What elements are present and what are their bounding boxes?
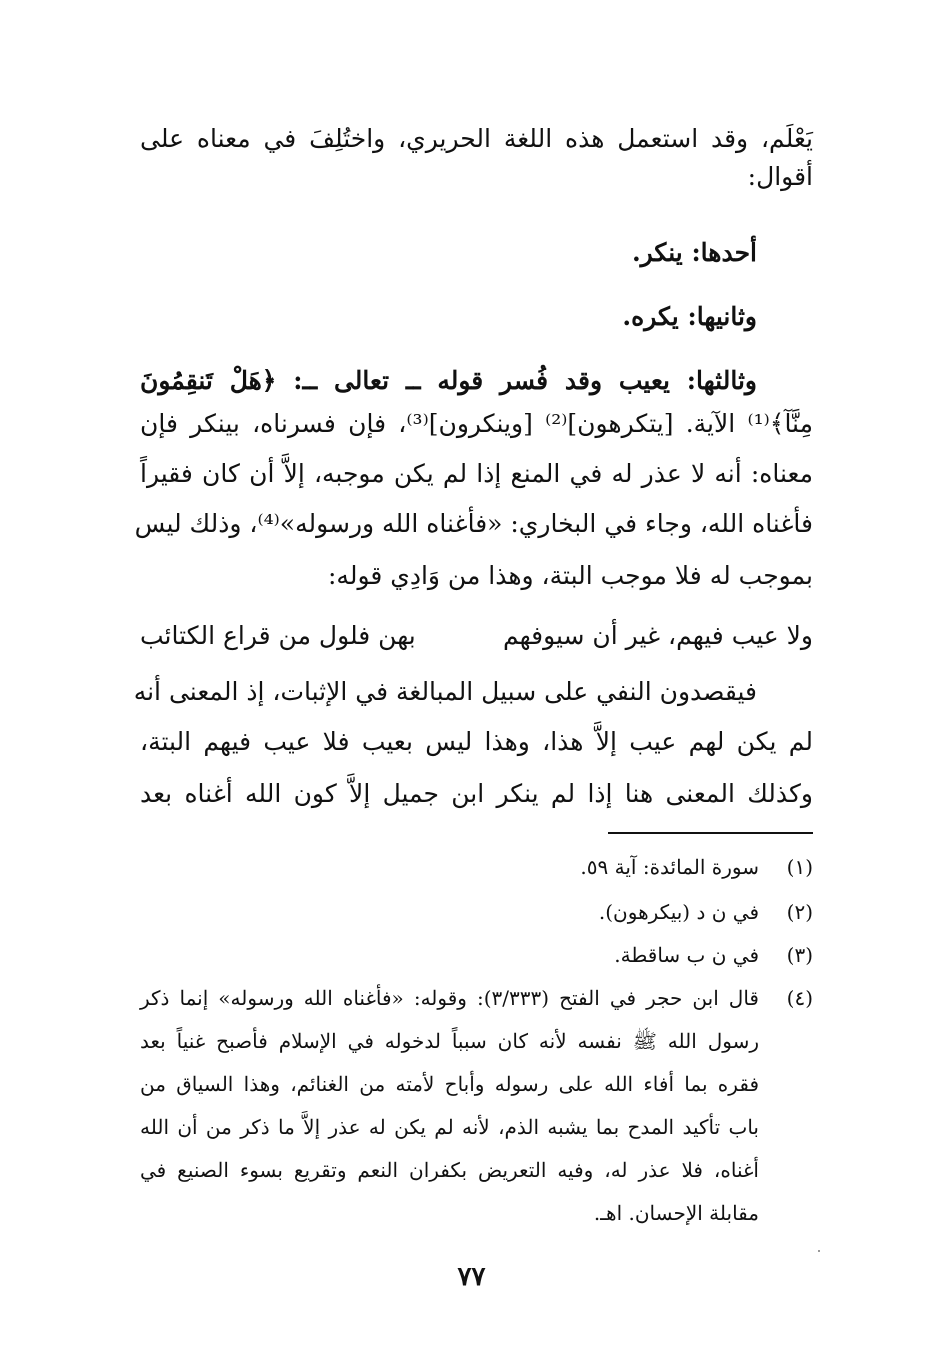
footnote-number: (٢) [786, 900, 813, 924]
body-line-1: يَعْلَم، وقد استعمل هذه اللغة الحريري، واختُلِفَ في معناه على [140, 124, 813, 153]
footnote-text: باب تأكيد المدح بما يشبه الذم، لأنه لم يكن له عذر إلاَّ ما ذكر من أن الله [140, 1115, 759, 1139]
footnote-text: قال ابن حجر في الفتح (٣/٣٣٣): وقوله: «فأغناه الله ورسوله» إنما ذكر [140, 986, 759, 1010]
body-line-12: وكذلك المعنى هنا إذا لم ينكر ابن جميل إلاَّ كون الله أغناه بعد [140, 779, 813, 808]
body-line-11: لم يكن لهم عيب إلاَّ هذا، وهذا ليس بعيب فلا عيب فيهم البتة، [140, 727, 813, 756]
body-line-10: فيقصدون النفي على سبيل المبالغة في الإثبات، إذ المعنى أنه [133, 677, 757, 706]
footnote-text: أغناه، فلا عذر له، وفيه التعريض بكفران النعم وتقريع بسوء الصنيع في [140, 1158, 759, 1182]
body-line-3: أحدها: ينكر. [631, 238, 757, 267]
footnote-separator [608, 832, 813, 834]
footnote-text: في ن ب ساقطة. [614, 943, 759, 967]
body-line-4: وثانيها: يكره. [622, 302, 757, 331]
body-line-5: وثالثها: يعيب وقد فُسر قوله ــ تعالى ــ: ﴿هَلْ تَنقِمُونَ [140, 366, 757, 395]
footnote-text: سورة المائدة: آية ٥٩. [580, 855, 759, 879]
body-line-9: بموجب له فلا موجب البتة، وهذا من وَادِي قوله: [328, 561, 813, 590]
page-number: ٧٧ [457, 1262, 486, 1292]
footnote-text: مقابلة الإحسان. اهـ. [593, 1201, 759, 1225]
footnote-number: (١) [786, 855, 813, 879]
footnote-text: في ن د (بيكرهون). [598, 900, 759, 924]
verse-hemistich-1: ولا عيب فيهم، غير أن سيوفهم [502, 621, 813, 650]
body-line-8: فأغناه الله، وجاء في البخاري: «فأغناه الله ورسوله»⁽⁴⁾، وذلك ليس [134, 509, 813, 538]
verse-hemistich-2: بهن فلول من قراع الكتائب [140, 621, 416, 650]
body-line-2: أقوال: [747, 162, 813, 191]
scan-speck [818, 1250, 820, 1252]
footnote-text: فقره بما أفاء الله على رسوله وأباح لأمته من الغنائم، وهذا السياق من [140, 1072, 759, 1096]
body-line-6: مِنَّآ﴾⁽¹⁾ الآية. [يتكرهون]⁽²⁾ [وينكرون]⁽³⁾، فإن فسرناه، بينكر فإن [140, 409, 813, 438]
footnote-number: (٣) [786, 943, 813, 967]
body-line-7: معناه: أنه لا عذر له في المنع إذا لم يكن موجبه، إلاَّ أن كان فقيراً [140, 459, 813, 488]
footnote-number: (٤) [786, 986, 813, 1010]
footnote-text: رسول الله ﷺ نفسه لأنه كان سبباً لدخوله في الإسلام فأصبح غنياً بعد [140, 1029, 759, 1053]
